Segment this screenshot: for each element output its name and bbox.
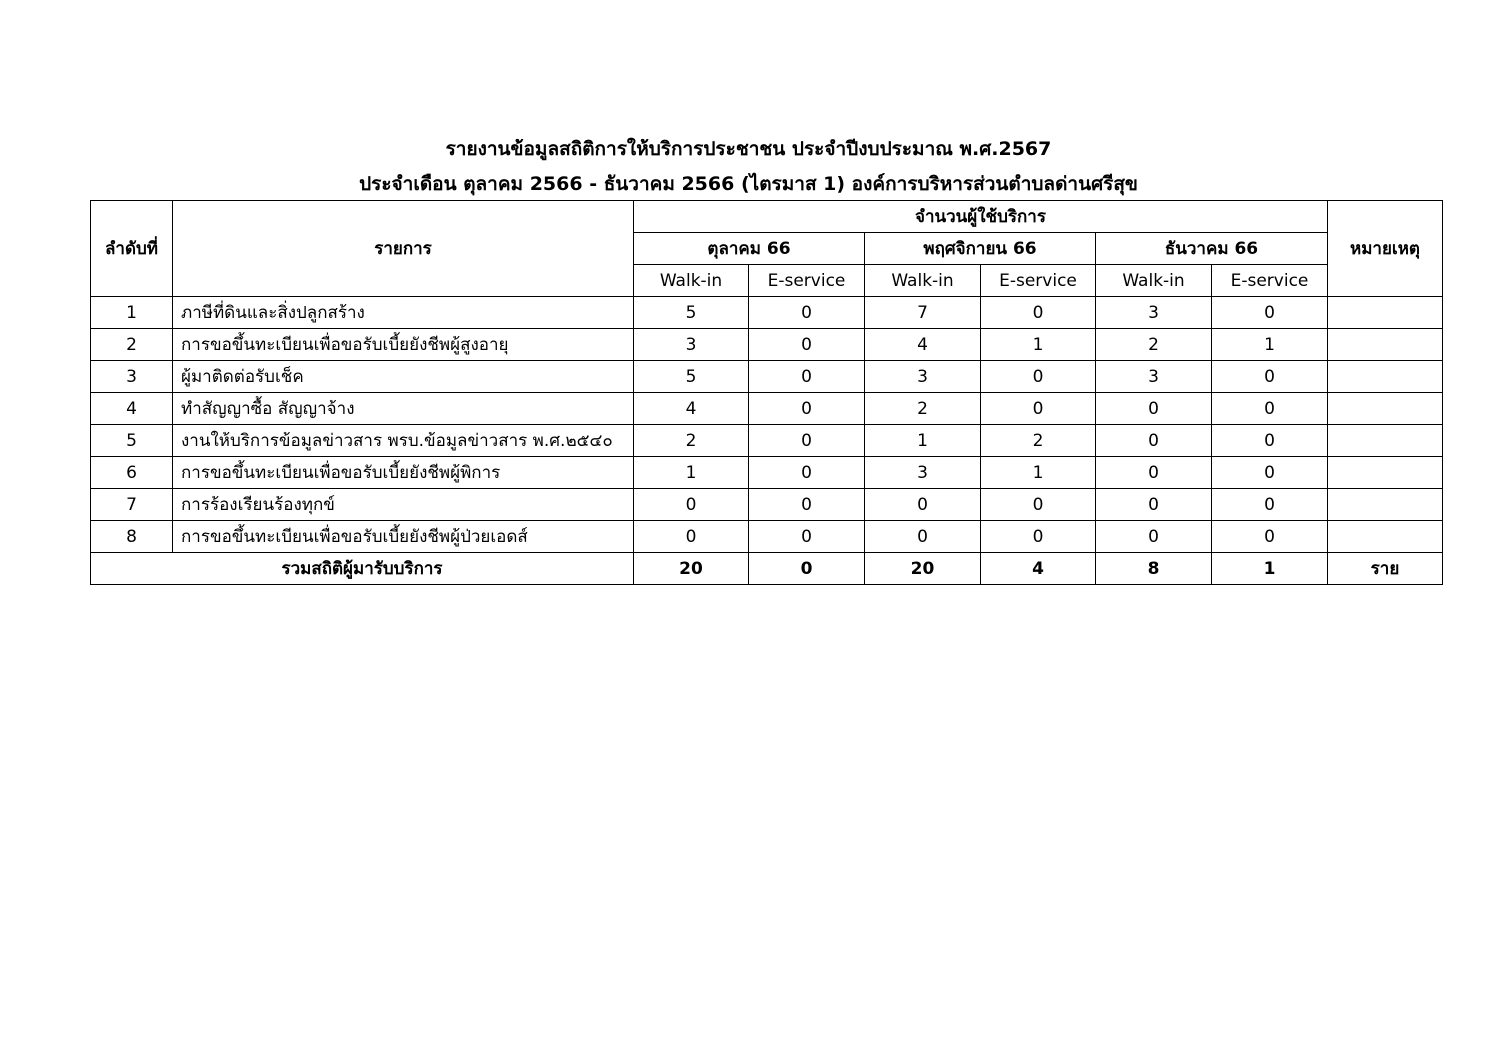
- table-row: [91, 489, 1443, 521]
- header-walkin: Walk-in: [865, 265, 981, 297]
- header-item: รายการ: [173, 201, 634, 297]
- nov-eservice-cell: 1: [981, 457, 1096, 489]
- row-item: การขอขึ้นทะเบียนเพื่อขอรับเบี้ยยังชีพผู้พิการ: [173, 457, 634, 489]
- header-eservice: E-service: [749, 265, 865, 297]
- row-item: งานให้บริการข้อมูลข่าวสาร พรบ.ข้อมูลข่าวสาร พ.ศ.๒๕๔๐: [173, 425, 634, 457]
- oct-walkin-cell: 0: [634, 521, 749, 553]
- row-remark: [1328, 521, 1443, 553]
- dec-walkin-cell: 0: [1096, 457, 1212, 489]
- row-item: ภาษีที่ดินและสิ่งปลูกสร้าง: [173, 297, 634, 329]
- row-remark: [1328, 361, 1443, 393]
- dec-eservice-cell: 1: [1212, 329, 1328, 361]
- nov-walkin-cell: 3: [865, 361, 981, 393]
- total-row: [91, 553, 1443, 585]
- dec-eservice-cell: 0: [1212, 297, 1328, 329]
- header-no: ลำดับที่: [91, 201, 173, 297]
- total-dec-walkin: 8: [1096, 553, 1212, 585]
- row-no: 2: [91, 329, 173, 361]
- oct-eservice-cell: 0: [749, 361, 865, 393]
- row-remark: [1328, 425, 1443, 457]
- nov-eservice-cell: 2: [981, 425, 1096, 457]
- nov-walkin-cell: 0: [865, 521, 981, 553]
- service-statistics-table: [90, 200, 1443, 585]
- row-no: 8: [91, 521, 173, 553]
- table-row: [91, 361, 1443, 393]
- oct-eservice-cell: 0: [749, 297, 865, 329]
- row-item: ผู้มาติดต่อรับเช็ค: [173, 361, 634, 393]
- oct-eservice-cell: 0: [749, 329, 865, 361]
- header-remark: หมายเหตุ: [1328, 201, 1443, 297]
- dec-walkin-cell: 2: [1096, 329, 1212, 361]
- table-row: [91, 393, 1443, 425]
- header-month-dec: ธันวาคม 66: [1096, 233, 1328, 265]
- header-row-1: [91, 201, 1443, 233]
- oct-eservice-cell: 0: [749, 489, 865, 521]
- total-remark: ราย: [1328, 553, 1443, 585]
- oct-walkin-cell: 2: [634, 425, 749, 457]
- header-users: จำนวนผู้ใช้บริการ: [634, 201, 1328, 233]
- nov-walkin-cell: 3: [865, 457, 981, 489]
- row-remark: [1328, 489, 1443, 521]
- nov-eservice-cell: 0: [981, 361, 1096, 393]
- report-subtitle: ประจำเดือน ตุลาคม 2566 - ธันวาคม 2566 (ไตรมาส 1) องค์การบริหารส่วนตำบลด่านศรีสุข: [359, 173, 1138, 195]
- nov-eservice-cell: 0: [981, 393, 1096, 425]
- dec-walkin-cell: 0: [1096, 521, 1212, 553]
- oct-eservice-cell: 0: [749, 393, 865, 425]
- dec-walkin-cell: 0: [1096, 425, 1212, 457]
- nov-walkin-cell: 1: [865, 425, 981, 457]
- dec-eservice-cell: 0: [1212, 425, 1328, 457]
- row-remark: [1328, 329, 1443, 361]
- oct-eservice-cell: 0: [749, 457, 865, 489]
- oct-walkin-cell: 5: [634, 297, 749, 329]
- dec-walkin-cell: 3: [1096, 361, 1212, 393]
- nov-eservice-cell: 0: [981, 489, 1096, 521]
- nov-walkin-cell: 2: [865, 393, 981, 425]
- dec-eservice-cell: 0: [1212, 457, 1328, 489]
- row-no: 6: [91, 457, 173, 489]
- oct-walkin-cell: 4: [634, 393, 749, 425]
- header-walkin: Walk-in: [634, 265, 749, 297]
- oct-walkin-cell: 1: [634, 457, 749, 489]
- row-no: 7: [91, 489, 173, 521]
- oct-walkin-cell: 3: [634, 329, 749, 361]
- header-eservice: E-service: [1212, 265, 1328, 297]
- dec-eservice-cell: 0: [1212, 521, 1328, 553]
- dec-walkin-cell: 0: [1096, 489, 1212, 521]
- header-eservice: E-service: [981, 265, 1096, 297]
- oct-eservice-cell: 0: [749, 425, 865, 457]
- row-item: การขอขึ้นทะเบียนเพื่อขอรับเบี้ยยังชีพผู้สูงอายุ: [173, 329, 634, 361]
- nov-walkin-cell: 7: [865, 297, 981, 329]
- header-walkin: Walk-in: [1096, 265, 1212, 297]
- dec-walkin-cell: 3: [1096, 297, 1212, 329]
- header-month-nov: พฤศจิกายน 66: [865, 233, 1096, 265]
- total-dec-eservice: 1: [1212, 553, 1328, 585]
- dec-eservice-cell: 0: [1212, 361, 1328, 393]
- oct-walkin-cell: 5: [634, 361, 749, 393]
- total-label: รวมสถิติผู้มารับบริการ: [91, 553, 634, 585]
- row-remark: [1328, 393, 1443, 425]
- row-item: การขอขึ้นทะเบียนเพื่อขอรับเบี้ยยังชีพผู้ป่วยเอดส์: [173, 521, 634, 553]
- table-row: [91, 329, 1443, 361]
- row-no: 4: [91, 393, 173, 425]
- row-no: 3: [91, 361, 173, 393]
- total-oct-eservice: 0: [749, 553, 865, 585]
- total-oct-walkin: 20: [634, 553, 749, 585]
- row-item: ทำสัญญาซื้อ สัญญาจ้าง: [173, 393, 634, 425]
- header-month-oct: ตุลาคม 66: [634, 233, 865, 265]
- row-remark: [1328, 457, 1443, 489]
- table-row: [91, 457, 1443, 489]
- oct-eservice-cell: 0: [749, 521, 865, 553]
- dec-eservice-cell: 0: [1212, 489, 1328, 521]
- total-nov-eservice: 4: [981, 553, 1096, 585]
- oct-walkin-cell: 0: [634, 489, 749, 521]
- nov-eservice-cell: 0: [981, 297, 1096, 329]
- table-row: [91, 425, 1443, 457]
- nov-eservice-cell: 1: [981, 329, 1096, 361]
- nov-walkin-cell: 4: [865, 329, 981, 361]
- nov-walkin-cell: 0: [865, 489, 981, 521]
- row-no: 5: [91, 425, 173, 457]
- row-no: 1: [91, 297, 173, 329]
- report-title: รายงานข้อมูลสถิติการให้บริการประชาชน ประจำปีงบประมาณ พ.ศ.2567: [445, 138, 1052, 160]
- table-row: [91, 521, 1443, 553]
- table-row: [91, 297, 1443, 329]
- dec-walkin-cell: 0: [1096, 393, 1212, 425]
- row-item: การร้องเรียนร้องทุกข์: [173, 489, 634, 521]
- row-remark: [1328, 297, 1443, 329]
- total-nov-walkin: 20: [865, 553, 981, 585]
- dec-eservice-cell: 0: [1212, 393, 1328, 425]
- nov-eservice-cell: 0: [981, 521, 1096, 553]
